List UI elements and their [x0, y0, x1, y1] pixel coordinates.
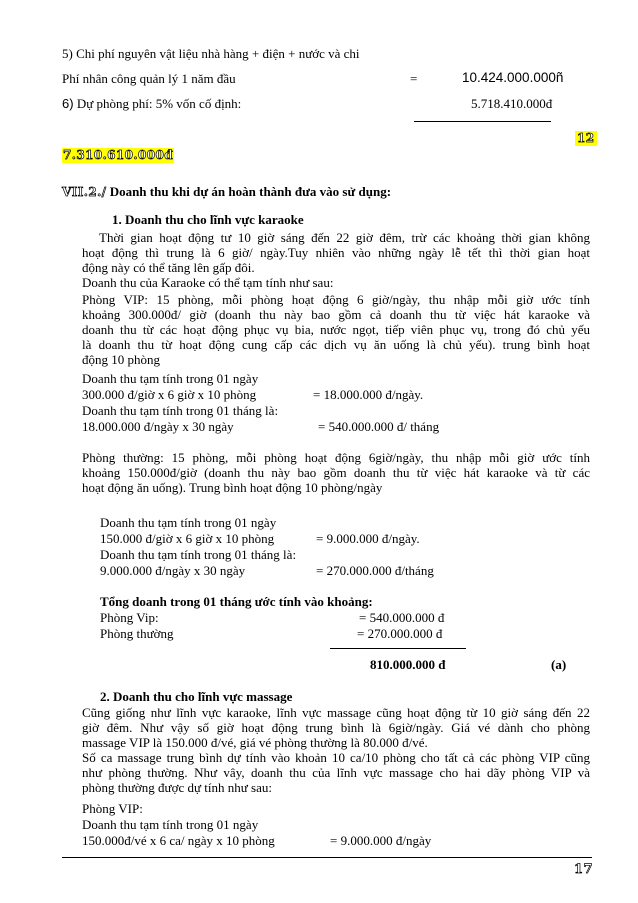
normal-para-line: khoảng 150.000đ/giờ (doanh thu này bao gồm doanh thu từ việc hát karaoke và từ các: [82, 465, 590, 480]
intro-line: Doanh thu của Karaoke có thể tạm tính như sau:: [82, 275, 334, 290]
vip-para-line: Phòng VIP: 15 phòng, mỗi phòng hoạt động 6 giờ/ngày, thu nhập mỗi giờ ước tính: [82, 292, 590, 307]
karaoke-total-rule: [330, 648, 466, 649]
normal-month-calc: 9.000.000 đ/ngày x 30 ngày: [100, 563, 246, 578]
massage-vip-label: Phòng VIP:: [82, 801, 143, 816]
intro-line: Thời gian hoạt động tư 10 giờ sáng đến 22 giờ đêm, trừ các khoảng thời gian không: [99, 230, 590, 245]
vip-para-line: là doanh thu từ hoạt động cung cấp các dịch vụ ăn uống là chủ yếu). trung bình hoạt: [82, 337, 590, 352]
intro-line: hoạt động thì trung là 6 giờ/ ngày.Tuy nhiên vào những ngày lễ tết thì thời gian hoạt: [82, 245, 590, 260]
massage-vip-day-label: Doanh thu tạm tính trong 01 ngày: [82, 817, 259, 832]
normal-day-label: Doanh thu tạm tính trong 01 ngày: [100, 515, 277, 530]
massage-para-line: giờ đêm. Như vậy số giờ hoạt động trung bình là 6giờ/ngày. Giá vé dành cho phòng: [82, 720, 590, 735]
contingency-prefix: 6): [62, 96, 74, 111]
karaoke-grand-total-tag: (a): [551, 657, 567, 672]
karaoke-normal-paragraph: [82, 450, 590, 495]
intro-line: động này có thể tăng lên gấp đôi.: [82, 260, 255, 275]
contingency-label: Dự phòng phí: 5% vốn cố định:: [76, 96, 242, 111]
normal-month-label: Doanh thu tạm tính trong 01 tháng là:: [100, 547, 297, 562]
vip-day-calc: 300.000 đ/giờ x 6 giờ x 10 phòng: [82, 387, 257, 402]
total-normal-label: Phòng thường: [100, 626, 174, 641]
karaoke-intro: [82, 230, 590, 290]
total-vip-label: Phòng Vip:: [100, 610, 159, 625]
total-investment: 7.310.610.000đ: [63, 148, 174, 162]
karaoke-vip-paragraph: [82, 292, 590, 367]
massage-para-line: Cũng giống như lĩnh vực karaoke, lĩnh vực massage cũng hoạt động từ 10 giờ sáng đến 22: [82, 705, 590, 720]
massage-para-line: phòng thường được dự tính như sau:: [82, 780, 272, 795]
normal-day-calc: 150.000 đ/giờ x 6 giờ x 10 phòng: [100, 531, 275, 546]
contingency-row: [62, 96, 241, 111]
massage-para-line: massage VIP là 150.000 đ/vé, giá vé phòng thường là 80.000 đ/vé.: [82, 735, 428, 750]
sum-rule: [414, 121, 551, 122]
page-number: 17: [574, 862, 593, 877]
massage-para-line: như phòng thường. Như vây, doanh thu của lĩnh vực massage cho hai dãy phòng VIP và: [82, 765, 590, 780]
labor-cost-label: Phí nhân công quản lý 1 năm đầu: [62, 71, 236, 86]
footer-rule: [62, 857, 592, 858]
labor-cost-equals: =: [410, 71, 418, 86]
total-vip-value: = 540.000.000 đ: [359, 610, 445, 625]
vip-para-line: doanh thu từ các hoạt động phục vụ bia, nước ngọt, tiếp viên phục vụ, trong đó chủ yếu: [82, 322, 590, 337]
massage-heading: 2. Doanh thu cho lĩnh vực massage: [100, 689, 293, 704]
cost-item-5: 5) Chi phí nguyên vật liệu nhà hàng + điện + nước và chi: [62, 46, 360, 61]
massage-vip-day-calc: 150.000đ/vé x 6 ca/ ngày x 10 phòng: [82, 833, 275, 848]
section-title: VII.2./ Doanh thu khi dự án hoàn thành đưa vào sử dụng:: [62, 184, 392, 199]
side-number: 12: [577, 131, 595, 145]
massage-paragraph: [82, 705, 590, 795]
total-normal-value: = 270.000.000 đ: [357, 626, 443, 641]
vip-month-label: Doanh thu tạm tính trong 01 tháng là:: [82, 403, 279, 418]
massage-vip-day-result: = 9.000.000 đ/ngày: [330, 833, 432, 848]
normal-para-line: Phòng thường: 15 phòng, mỗi phòng hoạt động 6giờ/ngày, thu nhập mỗi giờ ước tính: [82, 450, 590, 465]
vip-month-calc: 18.000.000 đ/ngày x 30 ngày: [82, 419, 234, 434]
vip-para-line: động 10 phòng: [82, 352, 160, 367]
vip-month-result: = 540.000.000 đ/ tháng: [318, 419, 440, 434]
vip-day-label: Doanh thu tạm tính trong 01 ngày: [82, 371, 259, 386]
karaoke-heading: 1. Doanh thu cho lĩnh vực karaoke: [112, 212, 304, 227]
normal-month-result: = 270.000.000 đ/tháng: [316, 563, 434, 578]
karaoke-grand-total: 810.000.000 đ: [370, 657, 446, 672]
karaoke-total-heading: Tổng doanh trong 01 tháng ước tính vào khoảng:: [100, 594, 373, 609]
massage-para-line: Số ca massage trung bình dự tính vào khoản 10 ca/10 phòng cho tất cả các phòng VIP cũng: [82, 750, 590, 765]
normal-para-line: hoạt động ăn uống). Trung bình hoạt động 10 phòng/ngày: [82, 480, 383, 495]
vip-day-result: = 18.000.000 đ/ngày.: [313, 387, 424, 402]
normal-day-result: = 9.000.000 đ/ngày.: [316, 531, 420, 546]
vip-para-line: khoảng 300.000đ/ giờ (doanh thu này bao gồm cả doanh thu từ việc hát karaoke và: [82, 307, 590, 322]
contingency-value: 5.718.410.000đ: [471, 96, 553, 111]
labor-cost-value: 10.424.000.000ñ: [462, 70, 564, 85]
